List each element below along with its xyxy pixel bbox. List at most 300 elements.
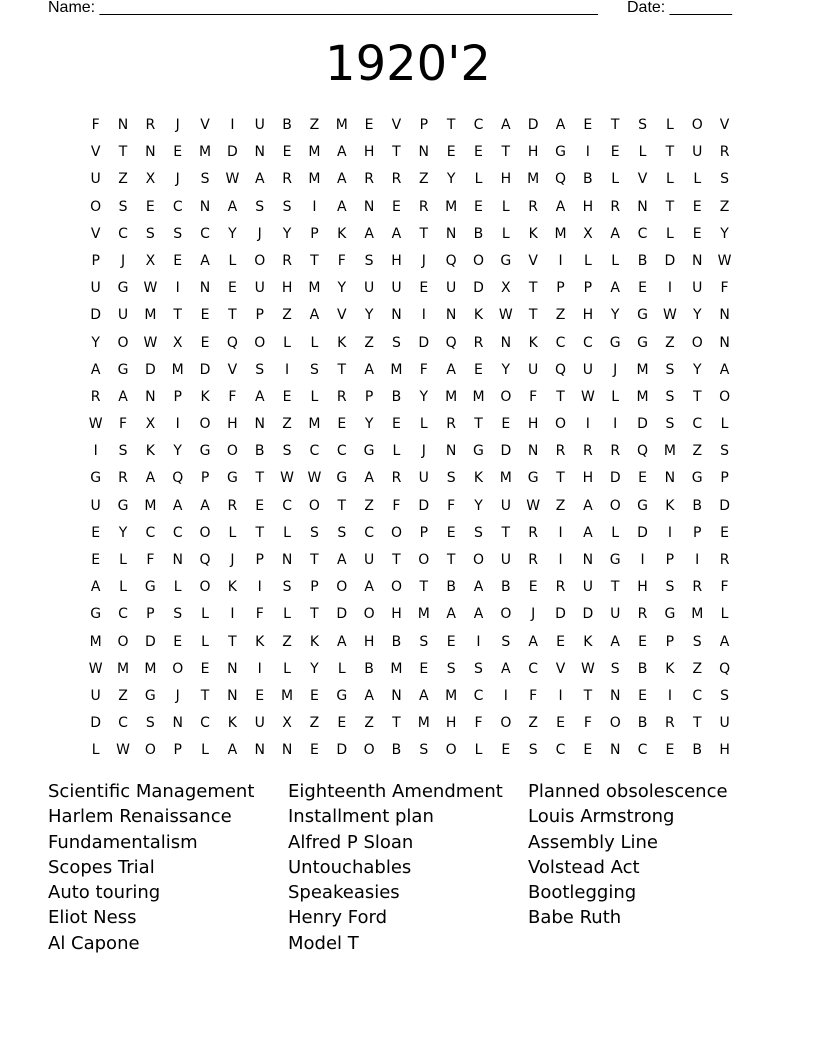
grid-letter: H: [719, 742, 730, 759]
grid-letter: X: [145, 252, 156, 269]
puzzle-title: 1920'2: [325, 36, 491, 92]
grid-letter: R: [418, 198, 429, 215]
grid-letter: A: [227, 198, 238, 215]
grid-letter: I: [175, 416, 180, 433]
word-list-item: Volstead Act: [528, 856, 640, 878]
grid-letter: E: [255, 497, 265, 514]
grid-letter: M: [527, 171, 540, 188]
grid-letter: W: [116, 742, 130, 759]
grid-row: [82, 547, 738, 574]
grid-letter: A: [719, 361, 730, 378]
grid-row: [82, 656, 738, 683]
grid-letter: V: [336, 307, 347, 324]
grid-letter: L: [310, 334, 319, 351]
grid-letter: T: [528, 307, 538, 324]
word-list-item: Babe Ruth: [528, 907, 622, 929]
grid-letter: X: [501, 280, 511, 297]
grid-letter: L: [119, 579, 127, 596]
grid-letter: A: [172, 497, 183, 514]
grid-letter: E: [255, 687, 265, 704]
grid-letter: E: [227, 280, 237, 297]
grid-letter: X: [282, 715, 292, 732]
grid-letter: S: [309, 361, 319, 378]
grid-letter: C: [555, 334, 566, 351]
grid-letter: M: [417, 715, 430, 732]
grid-letter: E: [638, 280, 647, 297]
grid-letter: R: [582, 443, 593, 460]
grid-letter: J: [175, 687, 180, 704]
grid-letter: O: [555, 416, 567, 433]
grid-letter: T: [200, 687, 210, 704]
grid-letter: E: [392, 198, 401, 215]
grid-letter: E: [91, 524, 101, 541]
grid-letter: A: [90, 579, 101, 596]
grid-letter: N: [254, 742, 265, 759]
grid-letter: M: [144, 660, 157, 677]
word-list-item: Eliot Ness: [48, 907, 137, 929]
grid-letter: L: [501, 225, 510, 242]
grid-letter: N: [281, 552, 293, 568]
grid-letter: D: [582, 606, 594, 623]
grid-letter: C: [200, 715, 210, 732]
grid-letter: S: [392, 334, 401, 351]
grid-letter: M: [171, 361, 184, 378]
grid-letter: D: [719, 497, 730, 514]
grid-letter: W: [580, 388, 595, 405]
grid-letter: S: [337, 524, 347, 541]
grid-letter: R: [282, 252, 292, 269]
grid-letter: J: [421, 252, 426, 269]
word-list-item: Alfred P Sloan: [288, 831, 414, 853]
grid-letter: U: [582, 361, 593, 378]
grid-letter: E: [446, 633, 456, 650]
word-list-item: Scientific Management: [48, 781, 255, 802]
grid-letter: L: [91, 742, 100, 759]
grid-letter: Q: [555, 171, 567, 188]
grid-letter: L: [283, 524, 291, 541]
grid-letter: L: [201, 606, 209, 623]
grid-letter: G: [637, 497, 648, 514]
grid-letter: F: [447, 497, 456, 514]
grid-letter: A: [501, 660, 511, 677]
grid-letter: W: [526, 497, 541, 514]
grid-letter: M: [445, 687, 458, 704]
grid-letter: C: [118, 606, 128, 623]
grid-letter: O: [254, 334, 266, 351]
grid-letter: R: [610, 198, 621, 215]
grid-letter: S: [474, 524, 483, 541]
grid-letter: N: [445, 225, 457, 242]
grid-letter: Y: [446, 171, 456, 188]
grid-letter: N: [609, 742, 621, 759]
grid-letter: A: [336, 171, 347, 188]
grid-letter: G: [199, 443, 211, 460]
grid-letter: U: [582, 579, 593, 596]
grid-letter: K: [337, 334, 347, 351]
grid-letter: P: [419, 117, 429, 133]
name-line: Name: ________________________________________________________: [48, 0, 598, 16]
grid-letter: S: [692, 633, 702, 650]
grid-letter: D: [199, 361, 211, 378]
grid-letter: K: [337, 225, 347, 242]
grid-letter: A: [473, 606, 484, 623]
grid-letter: T: [310, 606, 319, 623]
grid-letter: T: [446, 117, 456, 133]
word-list-item: Untouchables: [288, 856, 412, 878]
grid-letter: O: [117, 633, 129, 650]
grid-letter: E: [419, 660, 429, 677]
grid-letter: J: [257, 225, 262, 242]
grid-letter: N: [445, 307, 457, 324]
grid-letter: F: [529, 388, 538, 405]
grid-letter: D: [500, 443, 512, 460]
grid-letter: S: [282, 443, 292, 460]
grid-letter: C: [282, 497, 292, 514]
grid-letter: B: [364, 660, 374, 677]
grid-letter: S: [200, 171, 210, 188]
grid-letter: U: [446, 280, 457, 297]
grid-letter: N: [527, 443, 539, 460]
grid-letter: Y: [610, 307, 620, 324]
grid-letter: R: [665, 715, 675, 732]
grid-letter: C: [582, 334, 593, 351]
grid-letter: I: [503, 687, 508, 704]
grid-letter: D: [418, 497, 430, 514]
grid-letter: K: [528, 334, 538, 351]
grid-letter: A: [364, 225, 374, 242]
grid-letter: T: [665, 198, 675, 215]
grid-row: [82, 112, 738, 139]
grid-letter: T: [228, 633, 237, 650]
grid-letter: N: [391, 307, 402, 324]
word-list-item: Louis Armstrong: [528, 806, 675, 828]
grid-letter: P: [91, 252, 100, 269]
grid-letter: Q: [637, 443, 649, 460]
grid-letter: C: [118, 225, 128, 242]
grid-letter: P: [583, 280, 593, 297]
grid-letter: R: [692, 579, 703, 596]
grid-letter: A: [336, 633, 347, 650]
word-list-item: Harlem Renaissance: [48, 806, 232, 828]
grid-letter: W: [580, 660, 595, 677]
grid-letter: M: [335, 117, 348, 133]
grid-letter: Z: [528, 715, 538, 732]
grid-letter: P: [173, 388, 182, 405]
grid-letter: E: [145, 198, 155, 215]
grid-letter: U: [90, 171, 101, 188]
grid-letter: B: [446, 579, 456, 596]
grid-letter: A: [555, 117, 566, 133]
grid-letter: K: [473, 307, 484, 324]
grid-letter: B: [692, 497, 703, 514]
grid-letter: T: [173, 307, 182, 324]
grid-letter: W: [143, 334, 158, 351]
grid-letter: N: [145, 388, 156, 405]
grid-letter: Z: [309, 715, 320, 732]
grid-letter: A: [583, 524, 593, 541]
grid-letter: L: [419, 416, 428, 433]
grid-letter: A: [364, 579, 374, 596]
grid-letter: T: [692, 388, 702, 405]
grid-letter: C: [145, 524, 156, 541]
grid-letter: O: [226, 443, 238, 460]
grid-letter: E: [528, 579, 538, 596]
grid-letter: A: [364, 470, 374, 487]
grid-letter: G: [336, 687, 348, 704]
grid-row: [82, 330, 738, 357]
grid-letter: L: [665, 225, 674, 242]
grid-letter: K: [665, 660, 675, 677]
grid-letter: V: [227, 361, 238, 378]
grid-letter: O: [390, 524, 402, 541]
grid-letter: Y: [282, 225, 292, 242]
grid-letter: V: [90, 144, 101, 161]
grid-letter: N: [500, 334, 512, 351]
grid-row: [82, 275, 738, 302]
grid-letter: T: [692, 715, 702, 732]
grid-letter: B: [391, 633, 402, 650]
grid-letter: T: [583, 687, 593, 704]
grid-letter: Y: [720, 225, 729, 242]
grid-letter: O: [609, 497, 621, 514]
grid-letter: H: [227, 416, 238, 433]
grid-letter: S: [446, 470, 456, 487]
grid-letter: Z: [282, 416, 292, 433]
grid-row: [82, 302, 738, 329]
grid-letter: S: [665, 579, 675, 596]
grid-letter: B: [637, 715, 648, 732]
grid-letter: N: [582, 552, 594, 568]
grid-letter: W: [280, 470, 294, 487]
grid-letter: H: [527, 416, 539, 433]
grid-letter: T: [528, 280, 538, 297]
grid-letter: P: [419, 524, 429, 541]
grid-letter: G: [117, 497, 129, 514]
word-list-item: Scopes Trial: [48, 856, 155, 878]
grid-letter: G: [637, 334, 648, 351]
grid-letter: Z: [364, 334, 374, 351]
grid-letter: G: [90, 606, 102, 623]
grid-letter: F: [529, 687, 538, 704]
grid-letter: M: [144, 307, 157, 324]
grid-letter: Y: [173, 443, 182, 460]
grid-letter: E: [501, 416, 511, 433]
grid-letter: R: [446, 416, 456, 433]
grid-row: [82, 438, 738, 465]
grid-letter: A: [336, 552, 347, 568]
grid-letter: M: [281, 687, 294, 704]
grid-letter: Z: [719, 198, 730, 215]
grid-letter: V: [719, 117, 730, 133]
grid-letter: V: [90, 225, 101, 242]
grid-letter: Y: [310, 660, 319, 677]
grid-letter: A: [610, 225, 620, 242]
grid-letter: G: [527, 470, 539, 487]
grid-letter: C: [637, 225, 648, 242]
grid-letter: R: [637, 606, 648, 623]
word-column: [528, 779, 768, 956]
grid-row: [82, 574, 738, 601]
grid-row: [82, 166, 738, 193]
grid-letter: O: [363, 606, 375, 623]
grid-letter: M: [636, 388, 649, 405]
grid-letter: D: [418, 334, 430, 351]
grid-letter: O: [144, 742, 156, 759]
grid-letter: I: [476, 633, 481, 650]
grid-letter: E: [446, 144, 456, 161]
grid-letter: C: [528, 660, 539, 677]
grid-letter: S: [282, 579, 292, 596]
grid-letter: T: [610, 579, 620, 596]
grid-letter: D: [144, 361, 156, 378]
grid-letter: P: [665, 633, 675, 650]
grid-letter: Y: [364, 416, 374, 433]
grid-letter: U: [500, 497, 511, 514]
grid-letter: R: [118, 470, 128, 487]
grid-letter: O: [500, 606, 512, 623]
grid-letter: Z: [364, 715, 374, 732]
grid-letter: F: [419, 361, 428, 378]
word-list-item: Al Capone: [48, 932, 140, 954]
grid-letter: S: [282, 198, 292, 215]
grid-letter: Y: [228, 225, 237, 242]
grid-letter: N: [609, 687, 621, 704]
grid-letter: S: [255, 198, 265, 215]
grid-letter: O: [691, 117, 703, 133]
grid-letter: O: [472, 252, 484, 269]
grid-letter: L: [392, 443, 401, 460]
grid-letter: O: [308, 497, 320, 514]
grid-letter: H: [363, 633, 375, 650]
grid-letter: Y: [364, 307, 374, 324]
grid-letter: M: [445, 388, 458, 405]
grid-letter: L: [228, 524, 237, 541]
grid-letter: U: [254, 280, 265, 297]
grid-letter: C: [473, 117, 484, 133]
grid-letter: T: [255, 470, 265, 487]
grid-letter: I: [93, 443, 98, 460]
grid-letter: Y: [337, 280, 347, 297]
grid-letter: E: [474, 198, 483, 215]
grid-letter: O: [199, 416, 211, 433]
grid-letter: P: [693, 524, 702, 541]
grid-letter: J: [421, 443, 426, 460]
grid-letter: H: [500, 171, 512, 188]
grid-letter: S: [720, 687, 730, 704]
grid-letter: N: [719, 334, 730, 351]
grid-letter: C: [555, 742, 566, 759]
grid-letter: V: [555, 660, 566, 677]
grid-letter: Q: [226, 334, 238, 351]
grid-letter: L: [201, 742, 209, 759]
grid-letter: S: [145, 715, 155, 732]
grid-letter: U: [692, 280, 703, 297]
grid-letter: R: [364, 171, 374, 188]
grid-letter: R: [336, 388, 347, 405]
grid-letter: S: [419, 742, 429, 759]
grid-letter: E: [91, 552, 101, 568]
word-list-item: Auto touring: [48, 882, 161, 904]
grid-letter: G: [664, 606, 676, 623]
grid-row: [82, 710, 738, 737]
grid-letter: G: [500, 252, 512, 269]
grid-letter: O: [500, 388, 512, 405]
grid-letter: C: [637, 742, 648, 759]
grid-letter: D: [90, 715, 102, 732]
grid-letter: N: [691, 252, 703, 269]
grid-letter: N: [145, 144, 156, 161]
grid-letter: M: [144, 497, 157, 514]
grid-letter: E: [638, 687, 647, 704]
grid-letter: R: [473, 334, 484, 351]
grid-letter: K: [583, 633, 593, 650]
grid-letter: S: [118, 443, 128, 460]
grid-letter: C: [692, 416, 703, 433]
grid-letter: T: [501, 144, 511, 161]
grid-letter: Z: [555, 307, 566, 324]
grid-letter: K: [473, 470, 484, 487]
grid-letter: L: [474, 742, 483, 759]
grid-letter: L: [611, 171, 620, 188]
grid-letter: U: [391, 280, 402, 297]
grid-letter: A: [364, 361, 374, 378]
grid-letter: F: [118, 416, 128, 433]
word-list-item: Assembly Line: [528, 831, 658, 853]
grid-letter: S: [501, 633, 511, 650]
grid-letter: L: [201, 633, 209, 650]
grid-letter: Y: [419, 388, 429, 405]
grid-letter: L: [310, 388, 319, 405]
grid-letter: L: [720, 416, 729, 433]
grid-letter: M: [691, 606, 704, 623]
grid-letter: U: [719, 715, 730, 732]
grid-row: [82, 465, 738, 492]
grid-letter: F: [228, 388, 237, 405]
grid-letter: E: [692, 225, 702, 242]
grid-letter: G: [363, 443, 375, 460]
grid-letter: P: [720, 470, 729, 487]
grid-letter: N: [281, 742, 293, 759]
grid-letter: G: [691, 470, 703, 487]
grid-letter: T: [446, 552, 456, 568]
grid-letter: S: [145, 225, 155, 242]
grid-letter: Z: [364, 497, 374, 514]
grid-letter: M: [417, 606, 430, 623]
grid-letter: W: [307, 470, 322, 487]
word-column: [48, 779, 288, 956]
grid-letter: H: [582, 470, 594, 487]
grid-letter: B: [501, 579, 511, 596]
grid-letter: K: [309, 633, 320, 650]
grid-letter: Z: [118, 687, 128, 704]
grid-letter: T: [556, 388, 565, 405]
grid-letter: O: [254, 252, 266, 269]
grid-letter: S: [173, 225, 183, 242]
grid-letter: D: [527, 117, 539, 133]
grid-letter: G: [117, 280, 129, 297]
grid-letter: P: [255, 552, 264, 568]
grid-letter: E: [583, 117, 593, 133]
grid-letter: O: [336, 579, 348, 596]
grid-letter: E: [200, 307, 210, 324]
grid-letter: E: [556, 633, 565, 650]
grid-letter: Z: [282, 307, 292, 324]
word-column: [288, 779, 528, 956]
grid-letter: J: [531, 606, 536, 623]
grid-letter: N: [445, 443, 457, 460]
grid-letter: A: [254, 171, 265, 188]
grid-letter: P: [310, 579, 319, 596]
